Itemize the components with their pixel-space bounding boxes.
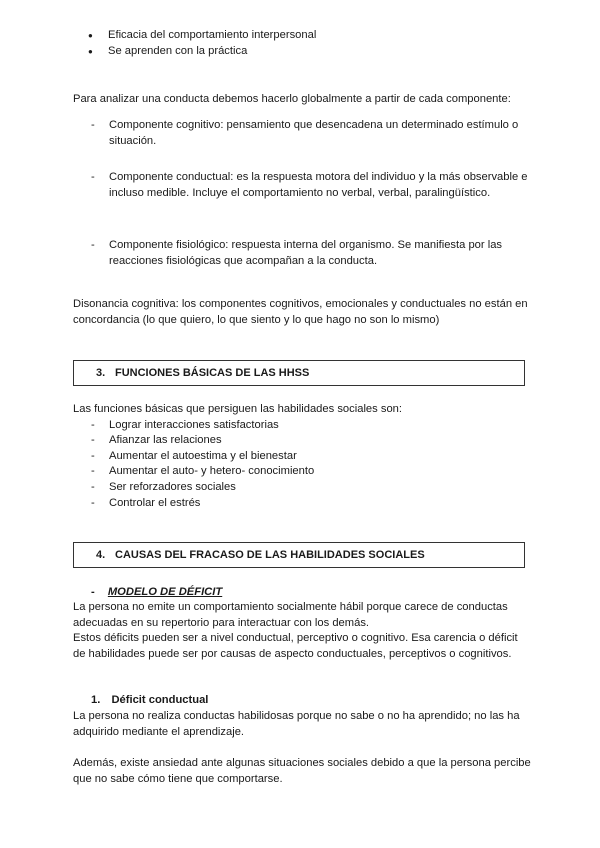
function-item: - Ser reforzadores sociales [91, 480, 549, 496]
intro-paragraph: Para analizar una conducta debemos hacerlo globalmente a partir de cada componente: [73, 93, 511, 105]
function-item: - Lograr interacciones satisfactorias [91, 418, 549, 434]
deficit-heading [91, 693, 551, 709]
component-item: - Componente conductual: es la respuesta motora del individuo y la más observable e incluso medible. Incluye el comportamiento no verbal, verbal, paralingüístico. [91, 170, 549, 201]
component-item: - Componente fisiológico: respuesta interna del organismo. Se manifiesta por las reacciones fisiológicas que acompañan a la conducta. [91, 238, 549, 269]
component-item: - Componente cognitivo: pensamiento que desencadena un determinado estímulo o situación. [91, 118, 549, 149]
function-item: - Controlar el estrés [91, 496, 549, 512]
function-item: - Afianzar las relaciones [91, 433, 549, 449]
deficit-number: 1. [91, 694, 101, 706]
model-paragraph: La persona no emite un comportamiento socialmente hábil porque carece de conductas adecuadas en su repertorio para interactuar con los demás. [73, 601, 508, 629]
deficit-title: Déficit conductual [111, 694, 209, 706]
model-paragraph: Estos déficits pueden ser a nivel conductual, perceptivo o cognitivo. Esa carencia o déficit de habilidades puede ser por causas de aspecto conductuales, perceptivos o cognitivos. [73, 632, 518, 660]
section-title: FUNCIONES BÁSICAS DE LAS HHSS [115, 367, 310, 379]
section-heading-3 [73, 360, 525, 386]
section-number: 3. [96, 367, 106, 379]
section-heading-4 [73, 542, 525, 568]
model-dash: - [91, 586, 95, 598]
functions-intro: Las funciones básicas que persiguen las habilidades sociales son: [73, 403, 402, 415]
bullet-item: ● Se aprenden con la práctica [88, 44, 538, 60]
dissonance-paragraph: Disonancia cognitiva: los componentes cognitivos, emocionales y conductuales no están en concordancia (lo que quiero, lo que siento y lo que hago no son lo mismo) [73, 298, 528, 326]
section-number: 4. [96, 549, 106, 561]
deficit-paragraph: La persona no realiza conductas habilidosas porque no sabe o no ha aprendido; no las ha adquirido mediante el aprendizaje. [73, 710, 520, 738]
deficit-paragraph: Además, existe ansiedad ante algunas situaciones sociales debido a que la persona percibe que no sabe cómo tiene que comportarse. [73, 757, 531, 785]
model-title: MODELO DE DÉFICIT [107, 586, 223, 598]
model-heading [91, 585, 551, 601]
function-item: - Aumentar el auto- y hetero- conocimiento [91, 464, 549, 480]
function-item: - Aumentar el autoestima y el bienestar [91, 449, 549, 465]
bullet-item: ● Eficacia del comportamiento interpersonal [88, 28, 538, 44]
section-title: CAUSAS DEL FRACASO DE LAS HABILIDADES SOCIALES [115, 549, 425, 561]
